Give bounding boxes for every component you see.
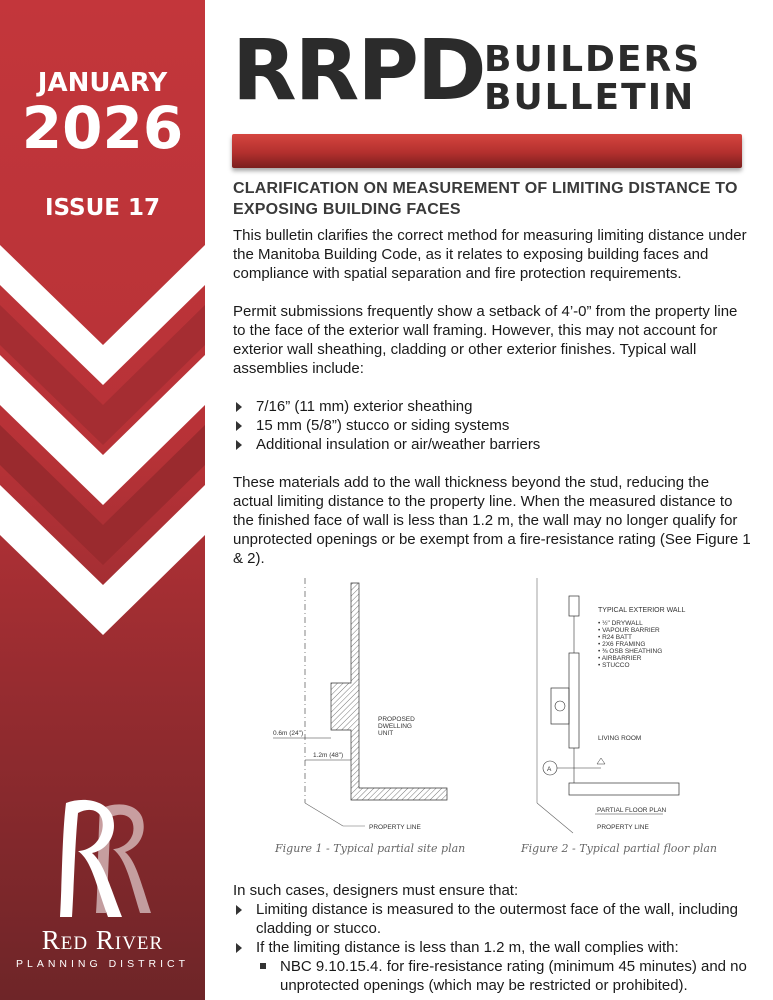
list-item: 15 mm (5/8”) stucco or siding systems — [233, 416, 753, 435]
requirements-list — [233, 900, 753, 995]
fig2-wall-layer: • STUCCO — [598, 662, 630, 669]
fig2-wall-title: TYPICAL EXTERIOR WALL — [598, 607, 686, 614]
sidebar — [0, 0, 205, 1000]
fig1-property-line: PROPERTY LINE — [369, 824, 421, 831]
figure-2-floor-plan — [537, 578, 679, 833]
fig1-unit-label: PROPOSED — [378, 716, 415, 723]
figure-2-caption: Figure 2 - Typical partial floor plan — [521, 842, 718, 855]
requirements-intro: In such cases, designers must ensure that: — [233, 882, 519, 899]
org-subtitle: PLANNING DISTRICT — [15, 958, 189, 970]
org-name: Red River — [41, 925, 164, 955]
figure-1-caption: Figure 1 - Typical partial site plan — [275, 842, 466, 855]
figure-drawings — [233, 578, 753, 838]
fig2-wall-layer: • 2X6 FRAMING — [598, 641, 646, 648]
setback-paragraph: Permit submissions frequently show a setback of 4’-0” from the property line to the face of the exterior wall framing. However, this may not account for exterior wall sheathing, cladding or other exterior finishes. Typical wall assemblies include: — [233, 303, 738, 377]
fig2-marker: A — [547, 766, 552, 773]
fig2-wall-layer: • ⅜ OSB SHEATHING — [598, 648, 663, 655]
fig1-unit-label: UNIT — [378, 730, 394, 737]
issue-number: ISSUE 17 — [44, 195, 161, 221]
intro-paragraph: This bulletin clarifies the correct method for measuring limiting distance under the Manitoba Building Code, as it relates to exposing building faces and compliance with spatial separation and fire protection requirements. — [233, 227, 747, 282]
issue-month: JANUARY — [37, 68, 168, 98]
issue-year: 2026 — [21, 94, 184, 162]
list-item: 7/16” (11 mm) exterior sheathing — [233, 397, 753, 416]
fig1-dim-1-2m: 1.2m (48") — [313, 752, 344, 759]
masthead-divider-bar — [232, 134, 742, 168]
fig2-wall-layer: • R24 BATT — [598, 634, 632, 641]
fig2-wall-layer: • VAPOUR BARRIER — [598, 627, 660, 634]
masthead-subtitle-line1: BUILDERS — [484, 39, 702, 80]
fig1-unit-label: DWELLING — [378, 723, 412, 730]
list-item-text: If the limiting distance is less than 1.2 m, the wall complies with: — [256, 939, 679, 956]
list-item — [233, 938, 753, 995]
fig2-plan-label: PARTIAL FLOOR PLAN — [597, 807, 667, 814]
figure-1-site-plan — [273, 578, 447, 826]
limiting-distance-paragraph: These materials add to the wall thickness beyond the stud, reducing the actual limiting distance to the property line. When the measured distance to the finished face of wall is less than 1.2 m, the wall may no longer qualify for unprotected openings or be exempt from a fire-resistance rating (See Figure 1 & 2). — [233, 474, 751, 567]
masthead-title: RRPD — [232, 21, 485, 119]
assembly-list — [233, 397, 753, 454]
article-title: CLARIFICATION ON MEASUREMENT OF LIMITING DISTANCE TO EXPOSING BUILDING FACES — [233, 180, 738, 218]
chevron-decoration-icon — [0, 245, 205, 635]
fig1-dim-0-6m: 0.6m (24") — [273, 730, 304, 737]
list-item: NBC 9.10.15.4. for fire-resistance rating (minimum 45 minutes) and no unprotected openings (which may be restricted or prohibited). — [256, 957, 753, 995]
list-item: Additional insulation or air/weather barriers — [233, 435, 753, 454]
rr-monogram-icon — [48, 795, 153, 925]
fig2-wall-layer: • AIRBARRIER — [598, 655, 642, 662]
article — [233, 178, 753, 568]
requirements-section — [233, 881, 753, 995]
figures — [233, 578, 753, 863]
fig2-property-line: PROPERTY LINE — [597, 824, 649, 831]
masthead-subtitle-line2: BULLETIN — [484, 77, 696, 118]
sub-requirements-list — [256, 957, 753, 995]
fig2-wall-layer: • ½" DRYWALL — [598, 620, 643, 627]
fig2-room-label: LIVING ROOM — [598, 735, 642, 742]
list-item: Limiting distance is measured to the outermost face of the wall, including cladding or stucco. — [233, 900, 753, 938]
